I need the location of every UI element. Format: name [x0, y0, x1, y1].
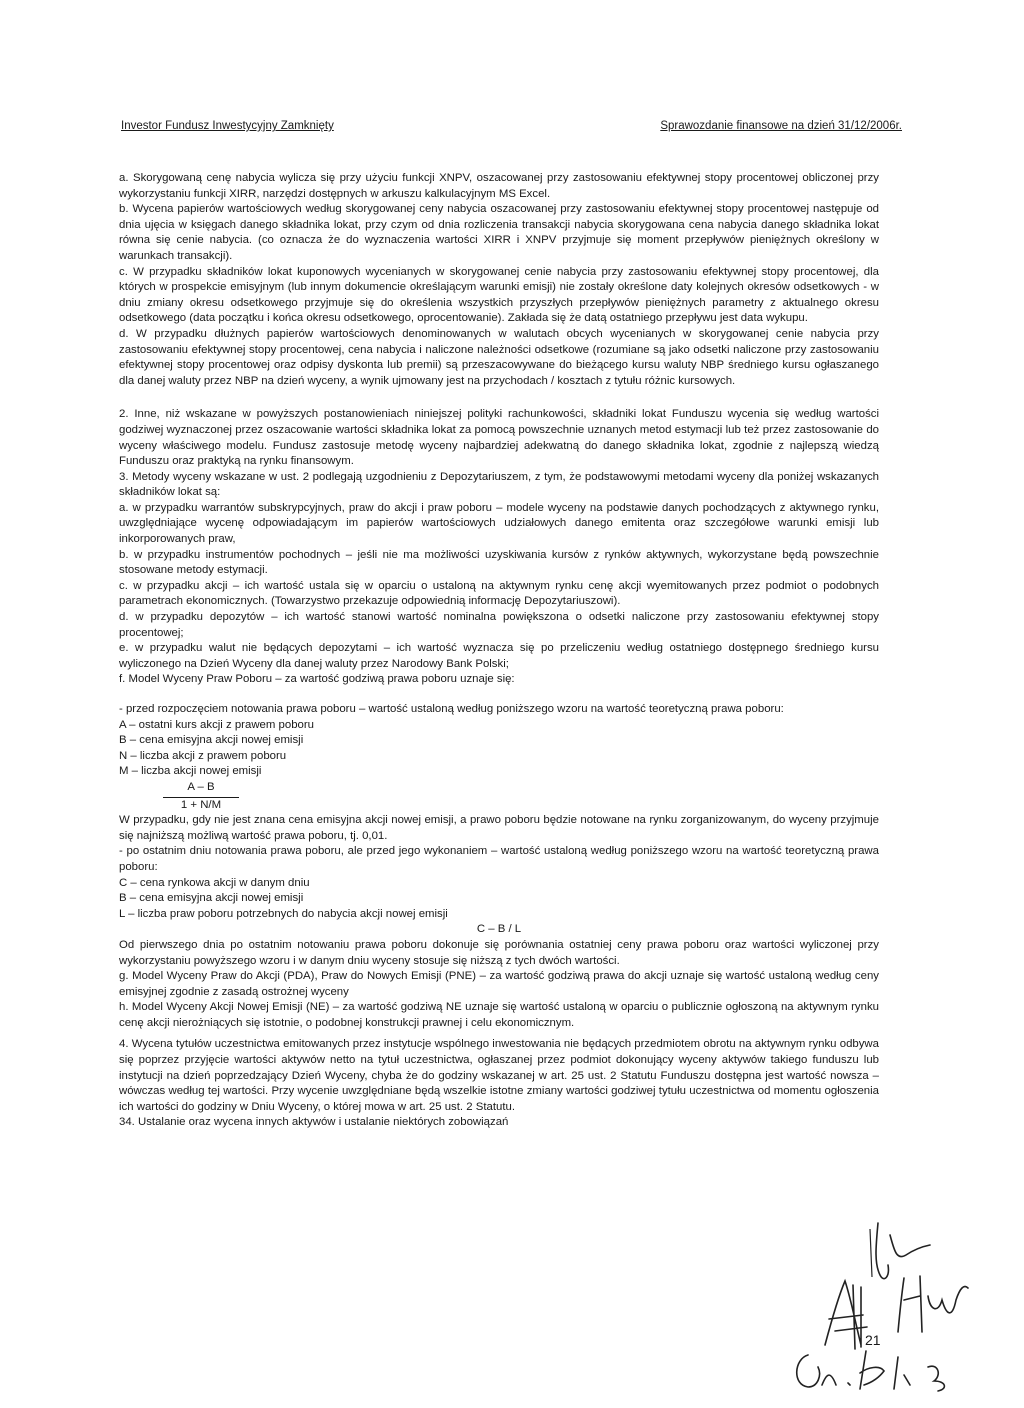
- paragraph-3f: f. Model Wyceny Praw Poboru – za wartość godziwą prawa poboru uznaje się:: [119, 673, 515, 686]
- formula-rights-value: [163, 780, 239, 813]
- handwritten-initials-right: [890, 1270, 970, 1340]
- paragraph-3h: h. Model Wyceny Akcji Nowej Emisji (NE) – za wartość godziwą NE uznaje się wartość ustaloną w oparciu o publicznie ogłoszoną na aktywnym rynku cenę akcji nierożniących się istotnie, o podobnej konstrukcji prawnej i celu ekonomicznym.: [119, 1001, 879, 1029]
- paragraph-34: 34. Ustalanie oraz wycena innych aktywów i ustalanie niektórych zobowiązań: [119, 1116, 509, 1129]
- header-fund-name: Investor Fundusz Inwestycyjny Zamknięty: [121, 120, 334, 132]
- rights-before-start: - przed rozpoczęciem notowania prawa poboru – wartość ustaloną według poniższego wzoru na wartość teoretyczną prawa poboru:: [119, 703, 784, 715]
- handwritten-signature-bottom: [788, 1345, 968, 1395]
- rights-after-last-day: - po ostatnim dniu notowania prawa poboru, ale przed jego wykonaniem – wartość ustaloną według poniższego wzoru na wartość teoretyczną prawa poboru:: [119, 845, 879, 873]
- paragraph-c: c. W przypadku składników lokat kuponowych wycenianych w skorygowanej cenie nabycia przy zastosowaniu efektywnej stopy procentowej, dla których w prospekcie emisyjnym (lub innym dokumencie określającym warunki emisji) nie zostały określone daty kolejnych okresów odsetkowych - w dniu zmiany okresu odsetkowego przyjmuje się do określenia wszystkich przyszłych przepływów pieniężnych parametry z aktualnego okresu odsetkowego (data początku i końca okresu odsetkowego, oprocentowanie). Zakłada się że datą ostatniego przepływu jest data wykupu.: [119, 265, 879, 325]
- variable-n: N – liczba akcji z prawem poboru: [119, 749, 287, 762]
- header-report-title: Sprawozdanie finansowe na dzień 31/12/2006r.: [660, 120, 902, 132]
- paragraph-3g: g. Model Wyceny Praw do Akcji (PDA), Praw do Nowych Emisji (PNE) – za wartość godziwą prawa do akcji uznaje się wartość ustaloną według ceny emisyjnej zgodnie z zasadą ostrożnej wyceny: [119, 970, 879, 998]
- paragraph-a: a. Skorygowaną cenę nabycia wylicza się przy użyciu funkcji XNPV, oszacowanej przy zastosowaniu efektywnej stopy procentowej obliczonej przy wykorzystaniu funkcji XIRR, narzędzi dostępnych w arkuszu kalkulacyjnym MS Excel.: [119, 172, 879, 200]
- paragraph-3: 3. Metody wyceny wskazane w ust. 2 podlegają uzgodnieniu z Depozytariuszem, z tym, że podstawowymi metodami wyceny dla poniżej wskazanych składników lokat są:: [119, 470, 879, 499]
- variable-a: A – ostatni kurs akcji z prawem poboru: [119, 718, 314, 731]
- variable-l: L – liczba praw poboru potrzebnych do nabycia akcji nowej emisji: [119, 907, 448, 920]
- paragraph-3d: d. w przypadku depozytów – ich wartość stanowi wartość nominalna powiększona o odsetki naliczone przy zastosowaniu efektywnej stopy procentowej;: [119, 611, 879, 639]
- paragraph-3b: b. w przypadku instrumentów pochodnych – jeśli nie ma możliwości uzyskiwania kursów z rynków aktywnych, wykorzystane będą powszechnie stosowane metody estymacji.: [119, 548, 879, 577]
- formula-denominator: 1 + N/M: [180, 798, 222, 811]
- variable-b-second: B – cena emisyjna akcji nowej emisji: [119, 892, 304, 905]
- paragraph-3c: c. w przypadku akcji – ich wartość ustala się w oparciu o ustaloną na aktywnym rynku cenę akcji wyemitowanych przez podmiot o podobnych parametrach ekonomicznych. (Towarzystwo przekazuje odpowiednią informację Depozytariuszowi).: [119, 579, 879, 608]
- paragraph-d: d. W przypadku dłużnych papierów wartościowych denominowanych w walutach obcych wycenianych w skorygowanej cenie nabycia przy zastosowaniu efektywnej stopy procentowej, cena nabycia i naliczone należności odsetkowe (rozumiane są jako odsetki naliczone przy zastosowaniu efektywnej stopy procentowej oraz odpisy dyskonta lub premii) są przeszacowywane do bieżącego kursu waluty NBP średniego kursu ogłaszanego dla danej waluty przez NBP na dzień wyceny, a wynik ujmowany jest na przychodach / kosztach z tytułu różnic kursowych.: [119, 327, 879, 387]
- formula-numerator: A – B: [163, 780, 239, 798]
- paragraph-3e: e. w przypadku walut nie będących depozytami – ich wartość wyznacza się po przeliczeniu według ostatniego dostępnego średniego kursu wyliczonego na Dzień Wyceny dla danej waluty przez Narodowy Bank Polski;: [119, 642, 879, 670]
- paragraph-4: 4. Wycena tytułów uczestnictwa emitowanych przez instytucje wspólnego inwestowania nie będących przedmiotem obrotu na aktywnym rynku odbywa się poprzez przyjęcie wartości aktywów netto na tytuł uczestnictwa, ogłaszanej przez podmiot dokonujący wyceny aktywów takiego funduszu lub instytucji na dzień poprzedzający Dzień Wyceny, chyba że do godziny wskazanej w art. 25 ust. 2 Statutu Funduszu dostępna jest wartość nowsza – wówczas według tej wartości. Przy wycenie uwzględniane będą wszelkie istotne zmiany wartości godziwej tytułu uczestnictwa od momentu ogłoszenia ich wartości do godziny w Dniu Wyceny, o której mowa w art. 25 ust. 2 Statutu.: [119, 1038, 879, 1113]
- variable-c: C – cena rynkowa akcji w danym dniu: [119, 876, 310, 889]
- variable-b: B – cena emisyjna akcji nowej emisji: [119, 734, 304, 747]
- page-number: 21: [865, 1332, 881, 1348]
- first-day-comparison: Od pierwszego dnia po ostatnim notowaniu prawa poboru dokonuje się porównania ostatniej ceny prawa poboru oraz wartości wyliczonej przy wykorzystaniu powyższego wzoru i w danym dniu wyceny stosuje się niższą z tych dwóch wartości.: [119, 938, 879, 967]
- formula-rights-after: C – B / L: [476, 923, 522, 936]
- variable-m: M – liczba akcji nowej emisji: [119, 765, 262, 778]
- paragraph-b: b. Wycena papierów wartościowych według skorygowanej ceny nabycia oszacowanej przy zastosowaniu efektywnej stopy procentowej następuje od dnia ujęcia w księgach danego składnika lokat, przy czym od dnia rozliczenia transakcji nabycia skorygowana cena nabycia danego składnika lokat równa się cenie nabycia. (co oznacza że do wyznaczenia wartości XIRR i XNPV przyjmuje się moment przepływów pieniężnych określony w warunkach transakcji).: [119, 203, 879, 262]
- unknown-issue-price: W przypadku, gdy nie jest znana cena emisyjna akcji nowej emisji, a prawo poboru będzie notowane na rynku zorganizowanym, do wyceny przyjmuje się najniższą możliwą wartość prawa poboru, tj. 0,01.: [119, 814, 879, 842]
- paragraph-2: 2. Inne, niż wskazane w powyższych postanowieniach niniejszej polityki rachunkowości, składniki lokat Funduszu wycenia się według wartości godziwej wyznaczonej przez oszacowanie wartości składnika lokat za pomocą powszechnie uznanych metod estymacji lub też przez zastosowanie do wyceny właściwego modelu. Fundusz zastosuje metodę wyceny najbardziej adekwatną do danego składnika lokat, zgodnie z najlepszą wiedzą Funduszu oraz praktyką na rynku finansowym.: [119, 408, 879, 468]
- paragraph-3a: a. w przypadku warrantów subskrypcyjnych, praw do akcji i praw poboru – modele wyceny na podstawie danych pochodzących z aktywnego rynku, uwzględniające wycenę odpowiadającym im papierów wartościowych udziałowych danego emitenta oraz szczegółowe warunki emisji lub inkorporowanych praw,: [119, 501, 879, 546]
- document-body: [119, 171, 879, 1131]
